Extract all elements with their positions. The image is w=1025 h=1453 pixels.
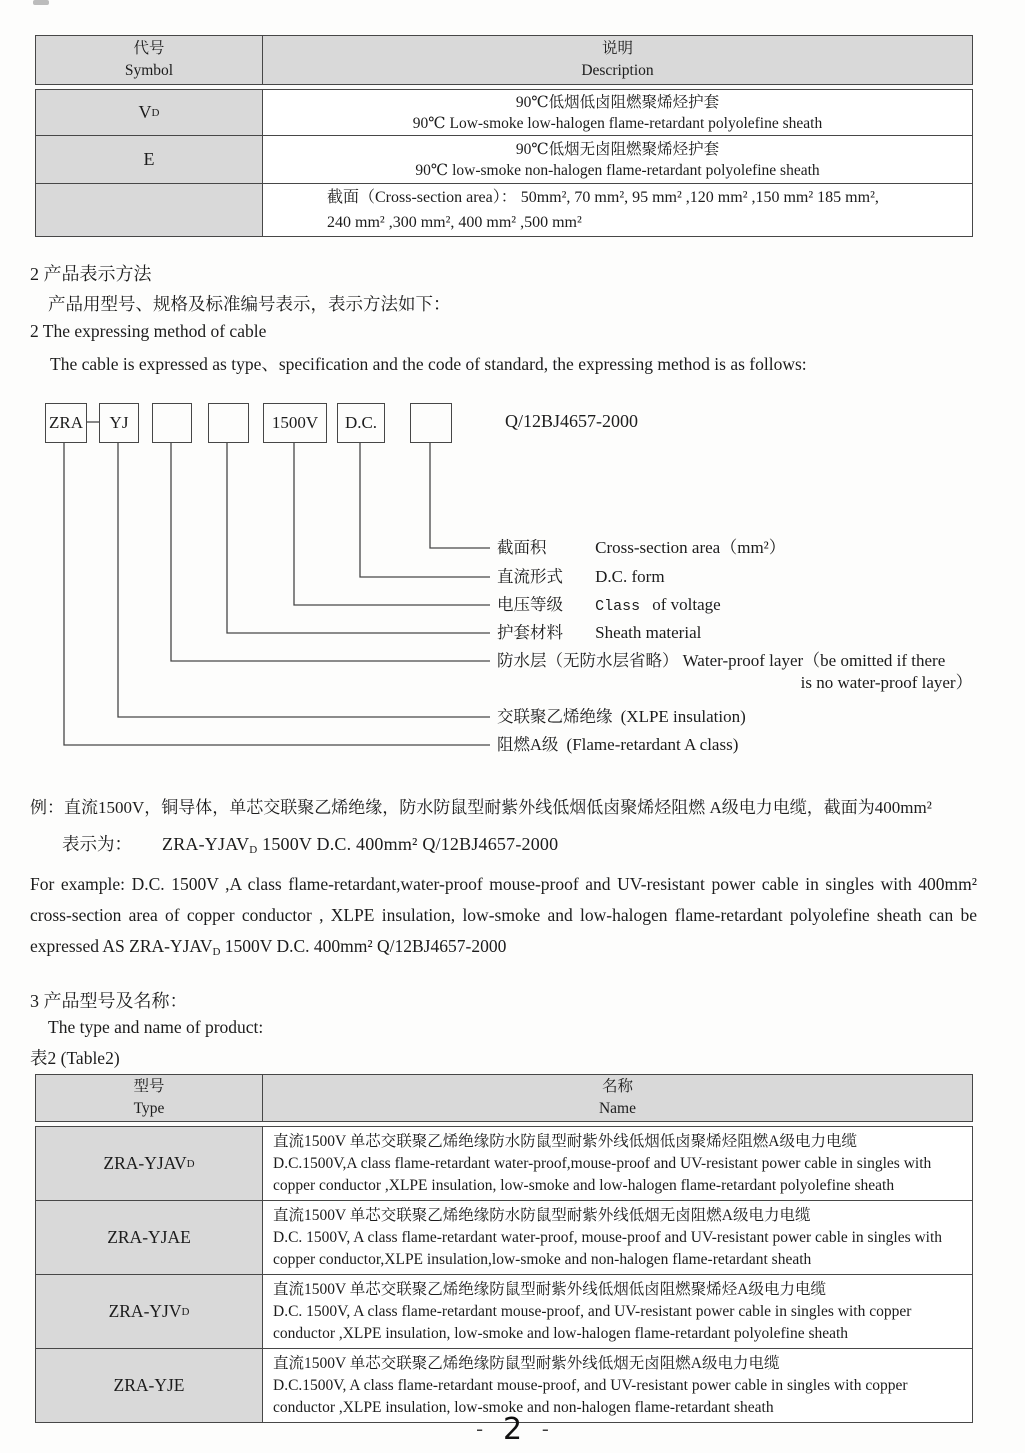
type-zra-yjae-text: ZRA-YJAE (107, 1227, 191, 1247)
code-box-crosssection (410, 403, 452, 443)
symbol-cell-vd (36, 90, 263, 135)
example-en-part1: For example: D.C. 1500V ,A class flame-retardant,water-proof mouse-proof and UV-resistant power cable in singles with 400mm² cross-section area of copper conductor , XLPE insulation, low-smoke and low-halogen flame-retardant polyolefine sheath can be expressed AS ZRA-YJAV (30, 874, 977, 956)
section2-en-subtext: The cable is expressed as type、specification and the code of standard, the expressing method is as follows: (50, 354, 807, 374)
table1-header-description-zh: 说明 (601, 40, 633, 57)
symbol-description-table (35, 35, 973, 237)
table2-header-type-zh: 型号 (133, 1078, 165, 1095)
cross-section-line2: 240 mm² ,300 mm², 400 mm² ,500 mm² (327, 214, 582, 231)
label-waterproof-layer-en-line2: is no water-proof layer） (800, 673, 973, 692)
section2-en-heading: 2 The expressing method of cable (30, 321, 267, 341)
section2-zh-subtext: 产品用型号、规格及标准编号表示，表示方法如下： (48, 294, 451, 314)
example-zh-line: 例：直流1500V，铜导体，单芯交联聚乙烯绝缘，防水防鼠型耐紫外线低烟低卤聚烯烃阻燃 A级电力电缆，截面为400mm² (30, 798, 932, 817)
code-box-dc-label: D.C. (344, 413, 378, 432)
type-cell-zra-yjv (36, 1275, 263, 1348)
label-cross-section-zh: 截面积 (497, 538, 547, 557)
label-flame-retardant-en: (Flame-retardant A class) (566, 735, 739, 754)
standard-code-text: Q/12BJ4657-2000 (505, 411, 639, 431)
type-cell-zra-yjav (36, 1127, 263, 1200)
section2-zh-heading: 2 产品表示方法 (30, 264, 152, 284)
example-en-subscript: D (212, 946, 221, 958)
description-cell-e (263, 136, 972, 183)
code-box-waterproof (152, 403, 192, 443)
table1-header-description (263, 36, 972, 84)
label-dc-form-zh: 直流形式 (497, 567, 563, 586)
page-number: 2 (502, 1412, 523, 1447)
cross-section-line1: 截面（Cross-section area）： 50mm², 70 mm², 95 mm² ,120 mm² ,150 mm² 185 mm², (327, 189, 879, 206)
type-zra-yjav-subscript: D (186, 1157, 195, 1170)
table2-header-type-en: Type (133, 1100, 165, 1117)
name-zra-yjav-zh: 直流1500V 单芯交联聚乙烯绝缘防水防鼠型耐紫外线低烟低卤聚烯烃阻燃A级电力电缆 (273, 1133, 857, 1150)
example-expression-type: ZRA-YJAV (162, 834, 250, 854)
name-zra-yjae-zh: 直流1500V 单芯交联聚乙烯绝缘防水防鼠型耐紫外线低烟无卤阻燃A级电力电缆 (273, 1207, 811, 1224)
section3-en-subtext: The type and name of product: (48, 1017, 264, 1037)
label-xlpe-insulation-zh: 交联聚乙烯绝缘 (497, 707, 613, 726)
table1-header-symbol (36, 36, 263, 84)
label-waterproof-layer-zh: 防水层（无防水层省略） (497, 651, 679, 670)
diagram-label-voltage-class (497, 594, 721, 618)
cross-section-cell (263, 184, 972, 236)
table1-body (35, 89, 973, 237)
symbol-vd-subscript: D (151, 106, 160, 119)
code-box-zra-label: ZRA (49, 413, 83, 432)
example-expression-line (62, 831, 558, 856)
label-cross-section-en: Cross-section area（mm²） (595, 538, 786, 557)
label-waterproof-layer-en-line1: Water-proof layer（be omitted if there (682, 651, 946, 670)
name-cell-zra-yjae (263, 1201, 972, 1274)
table2-header-name-en: Name (598, 1100, 636, 1117)
symbol-cell-e (36, 136, 263, 183)
diagram-label-cross-section (497, 537, 786, 559)
table-row (36, 136, 972, 184)
description-e-zh: 90℃低烟无卤阻燃聚烯烃护套 (515, 140, 720, 158)
type-zra-yjv-subscript: D (181, 1305, 190, 1318)
example-en-part2: 1500V D.C. 400mm² Q/12BJ4657-2000 (220, 936, 507, 956)
label-voltage-class-en: of voltage (652, 595, 721, 614)
label-dc-form-en: D.C. form (595, 567, 665, 586)
name-zra-yjv-en: D.C. 1500V, A class flame-retardant mouse-proof, and UV-resistant power cable in singles with copper conductor ,XLPE insulation, low-smoke and low-halogen flame-retardant polyolefine sheath (273, 1303, 912, 1342)
name-zra-yjav-en: D.C.1500V,A class flame-retardant water-proof,mouse-proof and UV-resistant power cable in singles with copper conductor ,XLPE insulation, low-smoke and low-halogen flame-retardant polyolefine sheath (273, 1155, 932, 1194)
diagram-label-dc-form (497, 566, 665, 588)
name-zra-yje-en: D.C.1500V, A class flame-retardant mouse-proof, and UV-resistant power cable in singles with copper conductor ,XLPE insulation, low-smoke and non-halogen flame-retardant sheath (273, 1377, 908, 1416)
type-cell-zra-yjae (36, 1201, 263, 1274)
description-e-en: 90℃ low-smoke non-halogen flame-retardant polyolefine sheath (415, 161, 820, 179)
example-expression-spec: 1500V D.C. 400mm² Q/12BJ4657-2000 (257, 834, 559, 854)
footer-dash-left: - (476, 1418, 483, 1440)
name-cell-zra-yjv (263, 1275, 972, 1348)
table2-header-type (36, 1075, 263, 1121)
name-zra-yjv-zh: 直流1500V 单芯交联聚乙烯绝缘防鼠型耐紫外线低烟低卤阻燃聚烯烃A级电力电缆 (273, 1281, 826, 1298)
example-en-paragraph (30, 869, 977, 968)
table2-header-name-zh: 名称 (601, 1078, 633, 1095)
table1-header-description-en: Description (581, 62, 654, 79)
type-zra-yjv-text: ZRA-YJV (108, 1301, 182, 1321)
name-zra-yjae-en: D.C. 1500V, A class flame-retardant water-proof, mouse-proof and UV-resistant power cable in singles with copper conductor,XLPE insulation,low-smoke and non-halogen flame-retardant sheath (273, 1229, 943, 1268)
label-voltage-class-en-mono: Class (595, 598, 641, 615)
table-row (36, 184, 972, 236)
table1-header-row (35, 35, 973, 85)
table-row (36, 1127, 972, 1201)
table-row (36, 1275, 972, 1349)
code-box-yj-label: YJ (109, 413, 129, 432)
page-footer (0, 1412, 1025, 1447)
label-sheath-material-zh: 护套材料 (497, 623, 563, 642)
example-expression-label: 表示为： (62, 834, 132, 854)
label-sheath-material-en: Sheath material (595, 623, 702, 642)
footer-dash-right: - (542, 1418, 549, 1440)
label-voltage-class-zh: 电压等级 (497, 595, 563, 614)
type-name-table (35, 1074, 973, 1423)
label-xlpe-insulation-en: (XLPE insulation) (620, 707, 746, 726)
table2-caption: 表2 (Table2) (30, 1048, 120, 1068)
code-box-1500v-label: 1500V (271, 413, 319, 432)
code-box-zra (45, 403, 87, 443)
table-row (36, 1201, 972, 1275)
table-row (36, 90, 972, 136)
table2-header-name (263, 1075, 972, 1121)
type-zra-yje-text: ZRA-YJE (113, 1375, 185, 1395)
description-vd-zh: 90℃低烟低卤阻燃聚烯烃护套 (515, 93, 720, 111)
type-zra-yjav-text: ZRA-YJAV (103, 1153, 187, 1173)
table2-body (35, 1126, 973, 1423)
symbol-cell-empty (36, 184, 263, 236)
table2-header-row (35, 1074, 973, 1122)
code-box-sheath (208, 403, 249, 443)
diagram-label-xlpe-insulation (497, 706, 746, 728)
code-box-1500v (263, 403, 327, 443)
example-expression-subscript: D (249, 844, 258, 856)
code-box-dc (337, 403, 385, 443)
scan-artifact-mark (33, 0, 49, 5)
description-vd-en: 90℃ Low-smoke low-halogen flame-retardant polyolefine sheath (412, 114, 823, 132)
table1-header-symbol-en: Symbol (124, 62, 174, 79)
code-box-yj (99, 403, 139, 443)
diagram-label-sheath-material (497, 622, 701, 644)
name-cell-zra-yjav (263, 1127, 972, 1200)
symbol-e-text: E (143, 149, 155, 169)
diagram-label-flame-retardant (497, 734, 738, 756)
section3-zh-heading: 3 产品型号及名称： (30, 991, 188, 1011)
table1-header-symbol-zh: 代号 (133, 40, 165, 57)
description-cell-vd (263, 90, 972, 135)
symbol-vd-text: V (138, 102, 152, 122)
label-flame-retardant-zh: 阻燃A级 (497, 735, 559, 754)
diagram-label-waterproof-layer (497, 650, 973, 694)
name-zra-yje-zh: 直流1500V 单芯交联聚乙烯绝缘防鼠型耐紫外线低烟无卤阻燃A级电力电缆 (273, 1355, 780, 1372)
